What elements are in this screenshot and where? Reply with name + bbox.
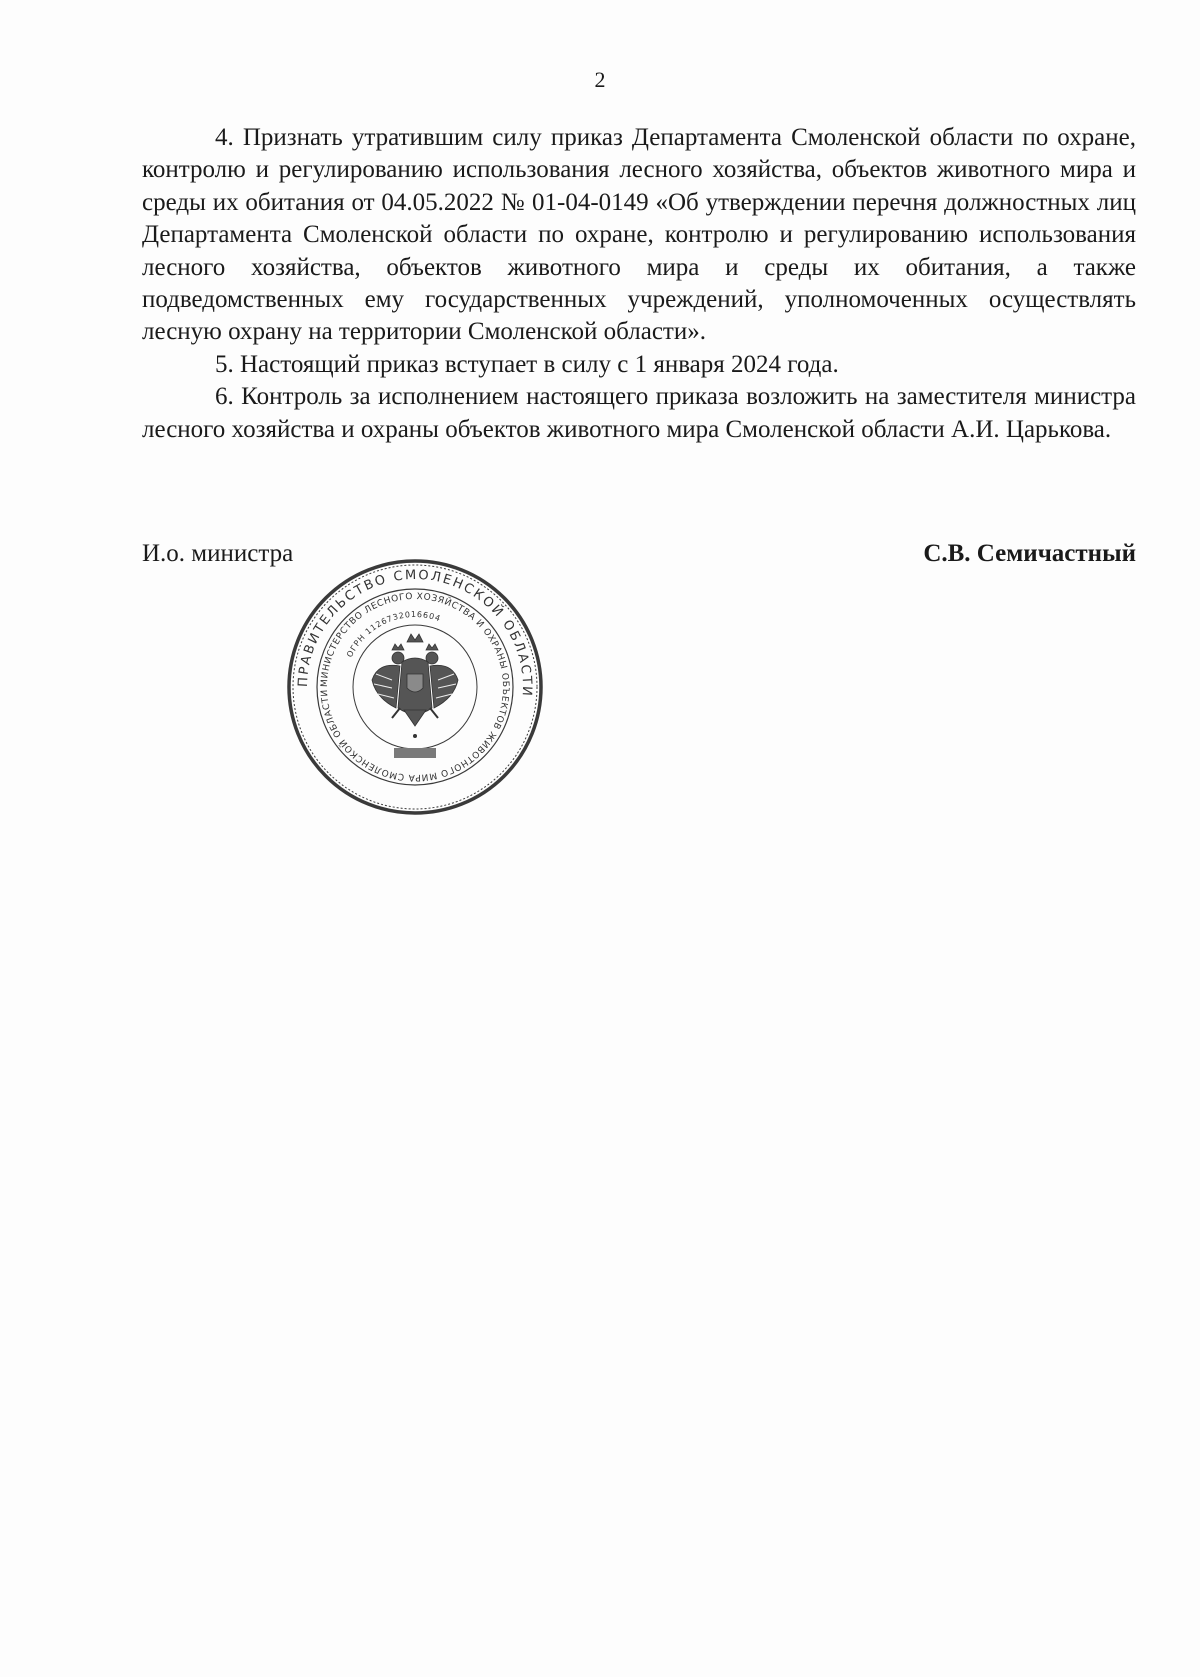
page-number: 2 — [594, 67, 606, 92]
paragraph-6: 6. Контроль за исполнением настоящего приказа возложить на заместителя министра лесного хозяйства и охраны объектов животного мира Смоленской области А.И. Царькова. — [142, 383, 1136, 443]
seal-star-mark — [413, 734, 417, 738]
signatory-position: И.о. министра — [142, 540, 294, 567]
paragraph-5: 5. Настоящий приказ вступает в силу с 1 января 2024 года. — [215, 350, 839, 378]
signatory-name: С.В. Семичастный — [923, 540, 1136, 567]
official-seal — [286, 558, 544, 816]
seal-outer-text: ПРАВИТЕЛЬСТВО СМОЛЕНСКОЙ ОБЛАСТИ — [295, 567, 535, 699]
paragraph-4: 4. Признать утратившим силу приказ Департамента Смоленской области по охране, контролю и регулированию использования лесного хозяйства, объектов животного мира и среды их обитания от 04.05.2022 № 01-04-0149 «Об утверждении перечня должностных лиц Департамента Смоленской области по охране, контролю и регулированию использования лесного хозяйства, объектов животного мира и среды их обитания, а также подведомственных ему государственных учреждений, уполномоченных осуществлять лесную охрану на территории Смоленской области». — [142, 124, 1136, 346]
double-headed-eagle-icon — [372, 634, 458, 726]
document-body — [142, 122, 1136, 446]
seal-graphic — [286, 558, 544, 816]
seal-middle-text: МИНИСТЕРСТВО ЛЕСНОГО ХОЗЯЙСТВА И ОХРАНЫ ОБЪЕКТОВ ЖИВОТНОГО МИРА СМОЛЕНСКОЙ ОБЛАСТИ — [319, 591, 511, 783]
seal-inner-text: ОГРН 1126732016604 — [345, 609, 443, 659]
seal-number-bar — [394, 748, 436, 758]
